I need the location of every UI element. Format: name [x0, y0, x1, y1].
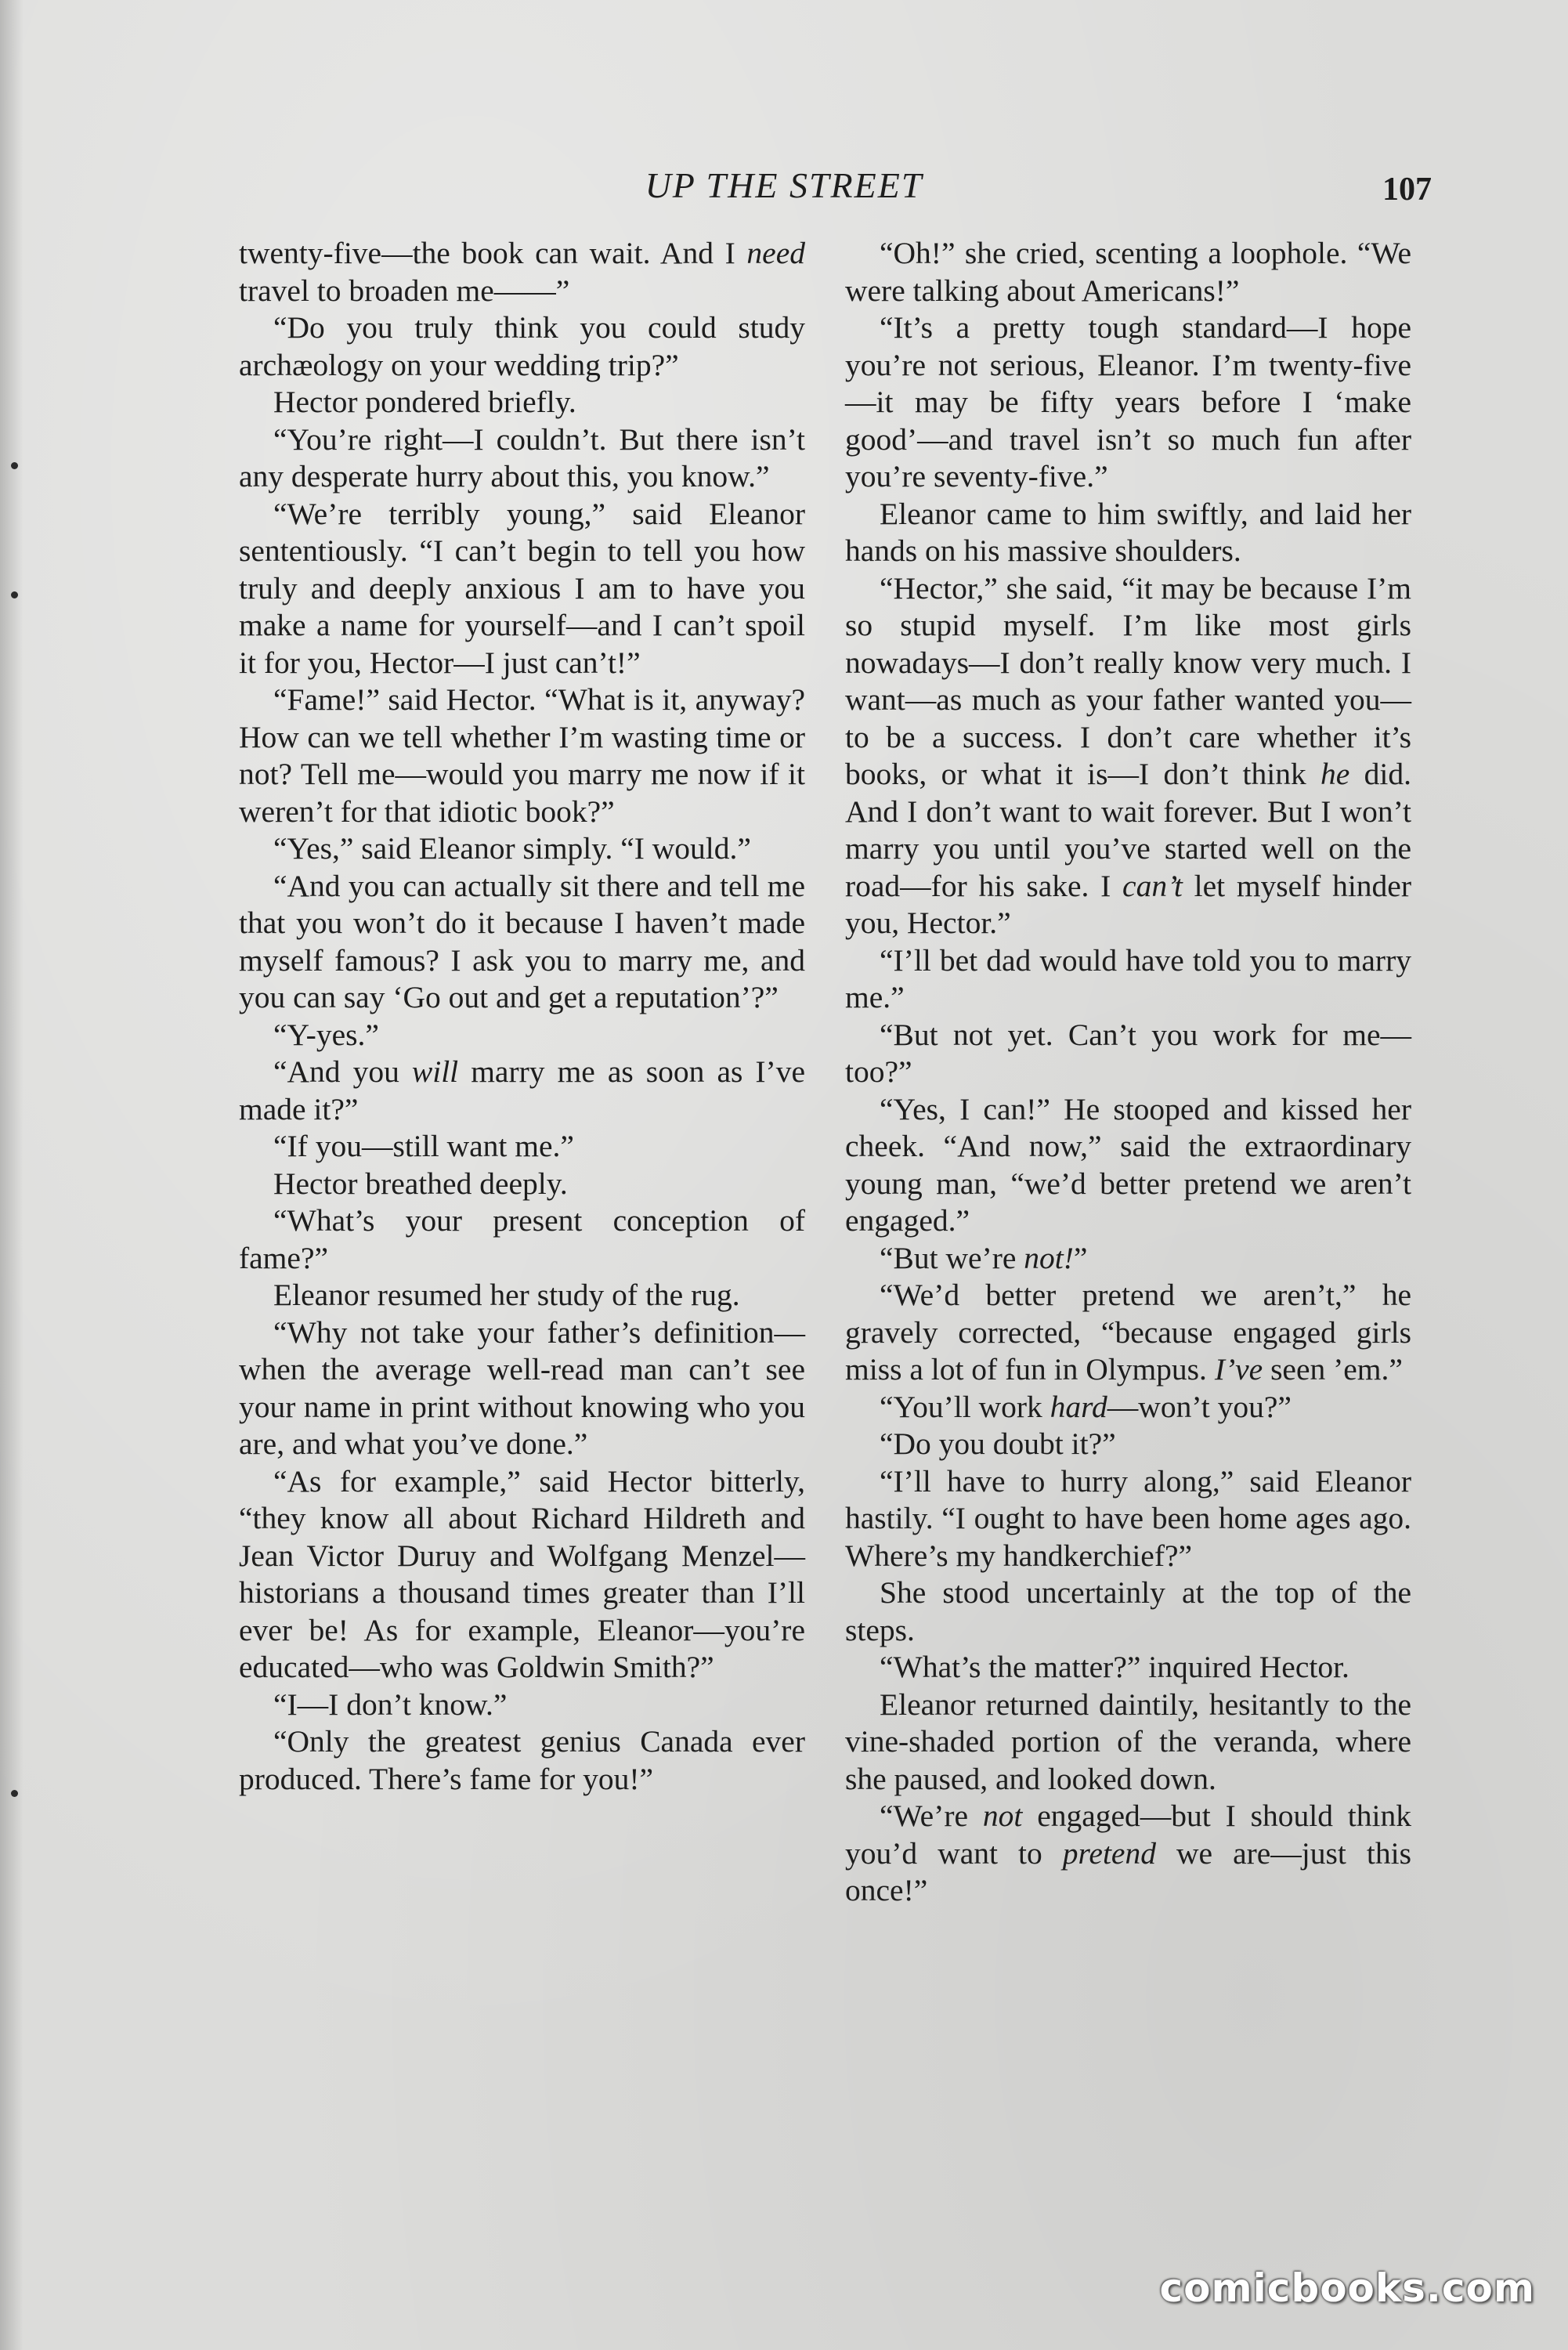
- paragraph: Hector breathed deeply.: [273, 1166, 568, 1201]
- paragraph: “I’ll have to hurry along,” said Eleanor hastily. “I ought to have been home ages ago. Where’s my handkerchief?”: [845, 1463, 1411, 1573]
- paragraph: “And you will marry me as soon as I’ve made it?”: [239, 1054, 805, 1126]
- paragraph: “You’ll work hard—won’t you?”: [880, 1389, 1292, 1424]
- paragraph: “We’d better pretend we aren’t,” he gravely corrected, “because engaged girls miss a lot of fun in Olympus. I’ve seen ’em.”: [845, 1278, 1411, 1386]
- paragraph: “Do you doubt it?”: [880, 1426, 1116, 1461]
- paragraph: “As for example,” said Hector bitterly, “they know all about Richard Hildreth and Jean Victor Duruy and Wolfgang Menzel—historians a thousand times greater than I’ll ever be! As for example, Eleanor—you’re educated—who was Goldwin Smith?”: [239, 1463, 805, 1684]
- paragraph: “But not yet. Can’t you work for me—too?”: [845, 1017, 1411, 1089]
- left-text-column: [239, 235, 805, 1798]
- paragraph: Eleanor resumed her study of the rug.: [273, 1278, 740, 1312]
- paragraph: “Y-yes.”: [273, 1017, 379, 1052]
- paragraph: “What’s your present conception of fame?”: [239, 1203, 805, 1275]
- paragraph: “What’s the matter?” inquired Hector.: [880, 1650, 1349, 1684]
- running-header-title: UP THE STREET: [645, 165, 923, 205]
- paragraph: “I’ll bet dad would have told you to marry me.”: [845, 942, 1411, 1014]
- paragraph: “We’re terribly young,” said Eleanor sententiously. “I can’t begin to tell you how truly and deeply anxious I am to have you make a name for yourself—and I can’t spoil it for you, Hector—I just can’t!”: [239, 496, 805, 680]
- paragraph: Eleanor returned daintily, hesitantly to the vine-shaded portion of the veranda, where she paused, and looked down.: [845, 1687, 1411, 1796]
- paragraph: “But we’re not!”: [880, 1240, 1088, 1275]
- paragraph: “If you—still want me.”: [273, 1129, 574, 1163]
- paragraph: “We’re not engaged—but I should think you’d want to pretend we are—just this once!”: [845, 1799, 1411, 1907]
- right-text-column: [845, 235, 1411, 1910]
- paragraph: “Only the greatest genius Canada ever produced. There’s fame for you!”: [239, 1724, 805, 1796]
- paragraph: “And you can actually sit there and tell me that you won’t do it because I haven’t made myself famous? I ask you to marry me, and you can say ‘Go out and get a reputation’?”: [239, 868, 805, 1014]
- paragraph: “Yes, I can!” He stooped and kissed her cheek. “And now,” said the extraordinary young man, “we’d better pretend we aren’t engaged.”: [845, 1091, 1411, 1238]
- page-edge-shadow: [0, 0, 23, 2350]
- paragraph: Eleanor came to him swiftly, and laid her hands on his massive shoulders.: [845, 496, 1411, 568]
- binding-hole-mark: [11, 462, 18, 469]
- binding-hole-mark: [11, 591, 18, 598]
- site-watermark: comicbooks.com: [1159, 2265, 1535, 2311]
- binding-hole-mark: [11, 1790, 18, 1797]
- paragraph: “It’s a pretty tough standard—I hope you’re not serious, Eleanor. I’m twenty-five—it may be fifty years before I ‘make good’—and travel isn’t so much fun after you’re seventy-five.”: [845, 310, 1411, 494]
- paragraph: Hector pondered briefly.: [273, 385, 576, 419]
- paragraph: “You’re right—I couldn’t. But there isn’t any desperate hurry about this, you know.”: [239, 421, 805, 494]
- paragraph: “Oh!” she cried, scenting a loophole. “We were talking about Americans!”: [845, 236, 1411, 308]
- paragraph: twenty-five—the book can wait. And I need travel to broaden me——”: [239, 236, 805, 308]
- paragraph: “Do you truly think you could study archæology on your wedding trip?”: [239, 310, 805, 382]
- page-number: 107: [1382, 172, 1432, 208]
- paragraph: “Fame!” said Hector. “What is it, anyway? How can we tell whether I’m wasting time or not? Tell me—would you marry me now if it weren’t for that idiotic book?”: [239, 682, 805, 829]
- paragraph: “I—I don’t know.”: [273, 1687, 508, 1722]
- paragraph: She stood uncertainly at the top of the steps.: [845, 1575, 1411, 1647]
- paragraph: “Yes,” said Eleanor simply. “I would.”: [273, 831, 751, 866]
- paragraph: “Hector,” she said, “it may be because I’m so stupid myself. I’m like most girls nowadays—I don’t really know very much. I want—as much as your father wanted you—to be a success. I don’t care whether it’s books, or what it is—I don’t think he did. And I don’t want to wait forever. But I won’t marry you until you’ve started well on the road—for his sake. I can’t let myself hinder you, Hector.”: [845, 570, 1411, 940]
- paragraph: “Why not take your father’s definition—when the average well-read man can’t see your name in print without knowing who you are, and what you’ve done.”: [239, 1314, 805, 1461]
